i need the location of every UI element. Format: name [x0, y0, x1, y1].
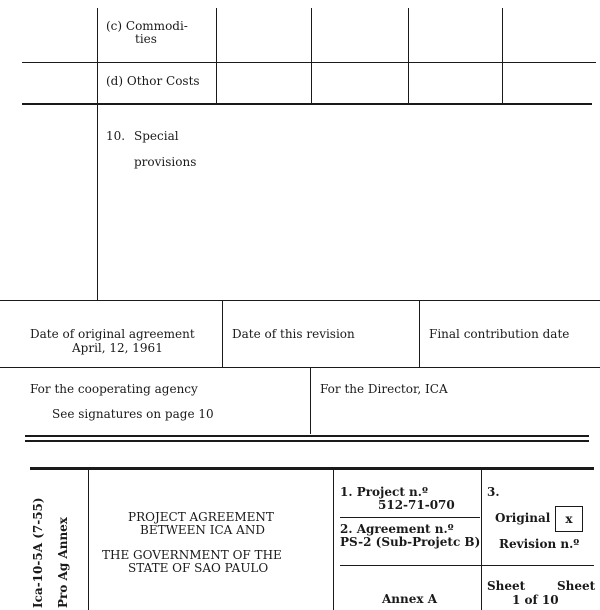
project-agreement-divider [340, 517, 480, 518]
commodities-label: (c) Commodi- [106, 19, 188, 33]
date-revision-label: Date of this revision [232, 327, 355, 341]
date-final-label: Final contribution date [429, 327, 570, 341]
column-divider-2 [311, 8, 312, 103]
signatures-divider [310, 367, 311, 434]
original-label: Original [495, 511, 551, 525]
form-header-left-divider [88, 470, 89, 610]
revision-label: Revision n.º [499, 537, 580, 551]
agreement-number-value: PS-2 (Sub-Projetc B) [340, 535, 481, 549]
form-number: Ica-10-5A (7-55) [31, 497, 45, 608]
sheet-label-2: Sheet [557, 579, 596, 593]
title-line-2: BETWEEN ICA AND [140, 523, 265, 537]
form-name: Pro Ag Annex [56, 517, 70, 608]
special-provisions-label-2: provisions [134, 155, 197, 169]
box-3-number: 3. [487, 485, 500, 499]
dates-divider-2 [419, 300, 420, 367]
commodities-label-cont: ties [135, 32, 157, 46]
sheet-label: Sheet [487, 579, 526, 593]
column-divider-3 [408, 8, 409, 103]
other-costs-label: (d) Othor Costs [106, 74, 200, 88]
row-divider-commodities [22, 62, 596, 63]
title-line-3: THE GOVERNMENT OF THE [102, 548, 282, 562]
special-provisions-label-1: Special [134, 129, 179, 143]
special-provisions-number: 10. [106, 129, 126, 143]
form-header-right-divider [481, 470, 482, 610]
column-divider-4 [502, 8, 503, 103]
row-divider-provisions [0, 300, 600, 301]
left-border-upper [97, 8, 98, 300]
agency-label: For the cooperating agency [30, 382, 198, 396]
row-divider-dates [0, 367, 600, 368]
agency-note: See signatures on page 10 [52, 407, 214, 421]
date-original-value: April, 12, 1961 [72, 341, 163, 355]
column-divider-1 [216, 8, 217, 103]
title-line-1: PROJECT AGREEMENT [128, 510, 274, 524]
double-rule-bottom [25, 440, 589, 442]
double-rule-top [25, 435, 589, 437]
original-checkbox[interactable]: x [555, 506, 583, 532]
date-original-label: Date of original agreement [30, 327, 195, 341]
annex-label: Annex A [382, 592, 438, 606]
sheet-value: 1 of 10 [512, 593, 559, 607]
annex-row-divider [340, 565, 594, 566]
agreement-number-label: 2. Agreement n.º [340, 522, 454, 536]
dates-divider-1 [222, 300, 223, 367]
form-header-top-rule [30, 467, 594, 470]
project-number-label: 1. Project n.º [340, 485, 428, 499]
row-divider-other-costs [22, 103, 592, 105]
title-line-4: STATE OF SAO PAULO [128, 561, 269, 575]
project-number-value: 512-71-070 [378, 498, 455, 512]
form-header-mid-divider [333, 470, 334, 610]
director-label: For the Director, ICA [320, 382, 448, 396]
